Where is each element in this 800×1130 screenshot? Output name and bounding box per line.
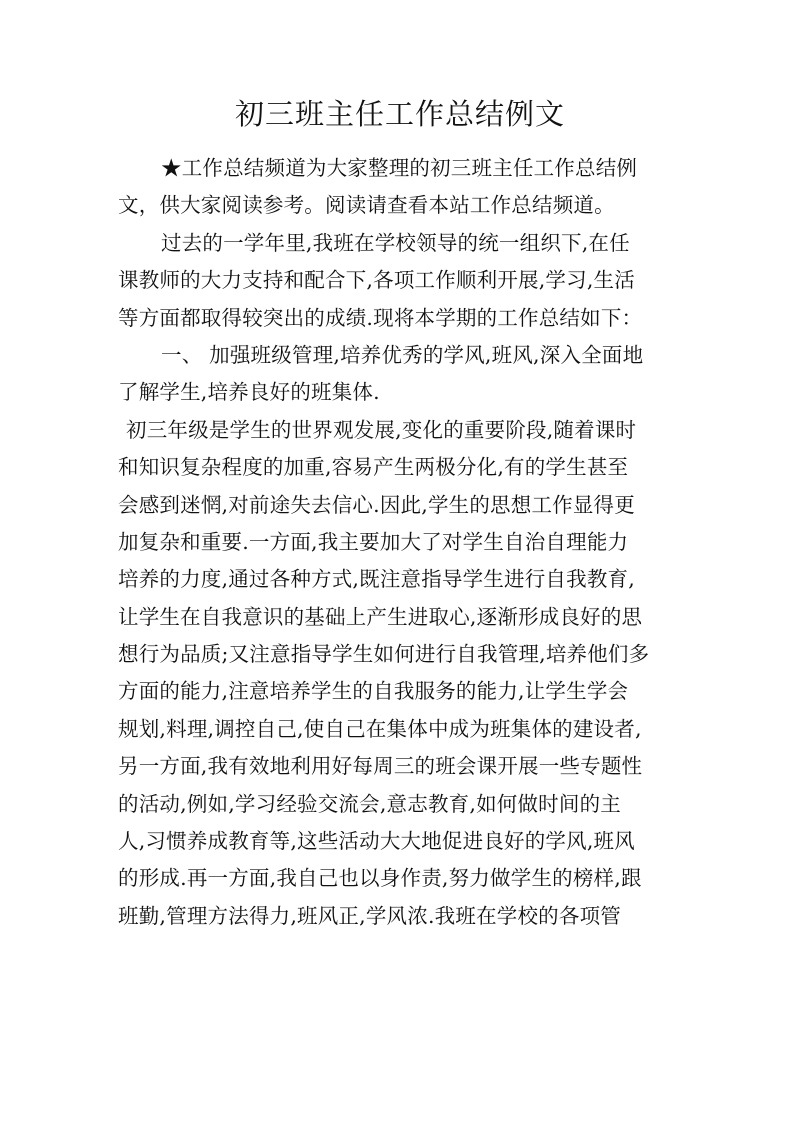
paragraph-line: 会感到迷惘,对前途失去信心.因此,学生的思想工作显得更 — [118, 492, 635, 517]
intro-line: 文，供大家阅读参考。阅读请查看本站工作总结频道。 — [118, 193, 615, 218]
paragraph-line: 课教师的大力支持和配合下,各项工作顺利开展,学习,生活 — [118, 268, 635, 293]
intro-line: ★工作总结频道为大家整理的初三班主任工作总结例 — [161, 156, 638, 180]
paragraph-line: 加复杂和重要.一方面,我主要加大了对学生自治自理能力 — [118, 529, 629, 554]
paragraph-line: 和知识复杂程度的加重,容易产生两极分化,有的学生甚至 — [118, 455, 629, 480]
paragraph-line: 等方面都取得较突出的成绩.现将本学期的工作总结如下： — [118, 305, 643, 330]
paragraph-line: 让学生在自我意识的基础上产生进取心,逐渐形成良好的思 — [118, 604, 643, 629]
paragraph-line: 班勤,管理方法得力,班风正,学风浓.我班在学校的各项管 — [118, 903, 621, 928]
paragraph-line: 规划,料理,调控自己,使自己在集体中成为班集体的建设者, — [118, 716, 642, 741]
paragraph-line: 过去的一学年里,我班在学校领导的统一组织下,在任 — [161, 230, 630, 255]
section-heading-line: 了解学生,培养良好的班集体. — [118, 380, 380, 405]
paragraph-line: 培养的力度,通过各种方式,既注意指导学生进行自我教育, — [118, 567, 635, 592]
paragraph-line: 方面的能力,注意培养学生的自我服务的能力,让学生学会 — [118, 679, 629, 704]
paragraph-line: 的活动,例如,学习经验交流会,意志教育,如何做时间的主 — [118, 791, 621, 816]
document-title: 初三班主任工作总结例文 — [234, 97, 565, 131]
document-body — [118, 150, 690, 935]
paragraph-line: 想行为品质;又注意指导学生如何进行自我管理,培养他们多 — [118, 642, 650, 667]
paragraph-line: 初三年级是学生的世界观发展,变化的重要阶段,随着课时 — [126, 417, 637, 442]
section-heading-line: 一、 加强班级管理,培养优秀的学风,班风,深入全面地 — [161, 342, 644, 367]
paragraph-line: 另一方面,我有效地利用好每周三的班会课开展一些专题性 — [118, 754, 643, 779]
paragraph-line: 人,习惯养成教育等,这些活动大大地促进良好的学风,班风 — [118, 829, 635, 854]
paragraph-line: 的形成.再一方面,我自己也以身作责,努力做学生的榜样,跟 — [118, 866, 642, 891]
